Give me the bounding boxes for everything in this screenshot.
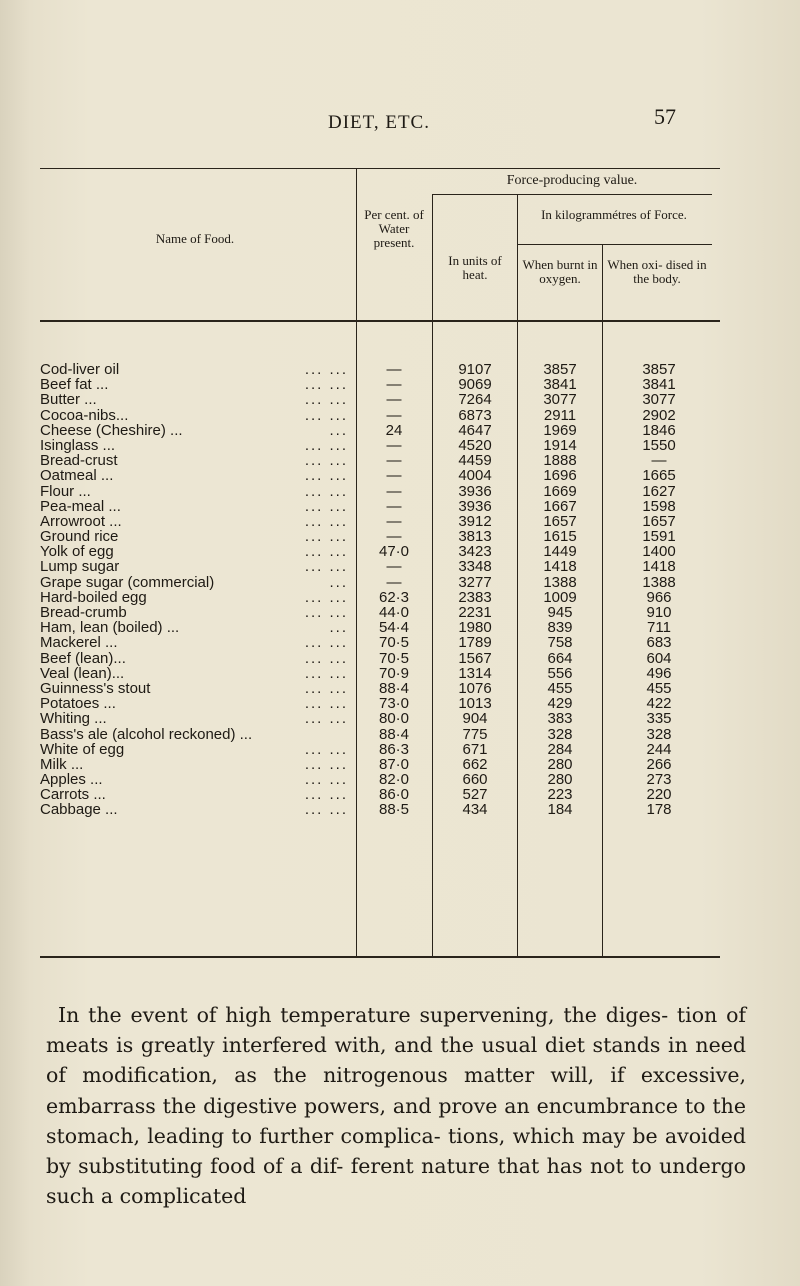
oxygen-cell: 3857 [543, 361, 577, 378]
leader-dots: ... ... [304, 361, 348, 378]
table-row [40, 499, 350, 514]
leader-dots: ... ... [304, 482, 348, 500]
food-name: Carrots ... [40, 786, 106, 804]
table-row [40, 696, 350, 711]
water-cell: — [386, 391, 402, 409]
table-row [40, 423, 350, 438]
table-row [40, 514, 350, 529]
body-cell: 1598 [642, 497, 676, 515]
water-column [358, 362, 430, 818]
leader-dots: ... ... [304, 786, 348, 804]
food-name: Bass's ale (alcohol reckoned) ... [40, 725, 253, 743]
food-name: Cod-liver oil [40, 361, 120, 378]
body-cell: — [651, 452, 667, 470]
water-cell: 88·4 [378, 679, 410, 697]
body-cell: 1550 [642, 436, 676, 454]
heat-cell: 1789 [458, 634, 492, 652]
header-name-of-food: Name of Food. [155, 231, 235, 246]
table-row [40, 392, 350, 407]
water-cell: — [386, 528, 402, 546]
food-name: Hard-boiled egg [40, 588, 147, 606]
water-cell: 70·5 [378, 634, 410, 652]
force-group-rule [432, 194, 712, 195]
body-cell: 683 [646, 634, 672, 652]
oxygen-cell: 1888 [543, 452, 577, 470]
water-cell: — [386, 558, 402, 576]
water-cell: 82·0 [378, 771, 410, 789]
leader-dots: ... ... [304, 436, 348, 454]
table-row [40, 742, 350, 757]
food-name: Milk ... [40, 755, 84, 773]
leader-dots: ... ... [304, 452, 348, 470]
heat-cell: 7264 [458, 391, 492, 409]
heat-cell: 9069 [458, 376, 492, 394]
oxygen-cell: 1615 [543, 528, 577, 546]
leader-dots: ... ... [304, 558, 348, 576]
water-cell: — [386, 573, 402, 591]
leader-dots: ... [329, 619, 348, 637]
food-name: Ham, lean (boiled) ... [40, 619, 180, 637]
oxygen-cell: 1696 [543, 467, 577, 485]
table-row [40, 468, 350, 483]
table-row [40, 529, 350, 544]
leader-dots: ... ... [304, 649, 348, 667]
leader-dots: ... ... [304, 512, 348, 530]
leader-dots: ... ... [304, 710, 348, 728]
water-cell: 62·3 [378, 588, 410, 606]
table-row [40, 666, 350, 681]
heat-cell: 4459 [458, 452, 492, 470]
oxygen-cell: 1418 [543, 558, 577, 576]
heat-cell: 4520 [458, 436, 492, 454]
body-cell: 266 [646, 755, 672, 773]
table-row [40, 681, 350, 696]
heat-cell: 3277 [458, 573, 492, 591]
oxygen-cell: 1449 [543, 543, 577, 561]
food-name: Pea-meal ... [40, 497, 121, 515]
body-cell: 1846 [642, 421, 676, 439]
leader-dots: ... ... [304, 755, 348, 773]
leader-dots: ... ... [304, 634, 348, 652]
header-bottom-rule [40, 320, 720, 322]
heat-cell: 3423 [458, 543, 492, 561]
food-name: Isinglass ... [40, 436, 116, 454]
leader-dots: ... ... [304, 376, 348, 394]
water-cell: 88·5 [378, 801, 410, 819]
column-divider-3 [517, 194, 518, 956]
food-name: Yolk of egg [40, 543, 114, 561]
body-cell: 496 [646, 664, 672, 682]
body-cell: 711 [647, 619, 671, 637]
header-units-of-heat: In units of heat. [448, 253, 502, 282]
body-cell: 3841 [642, 376, 676, 394]
body-cell: 273 [646, 771, 672, 789]
food-name: Veal (lean)... [40, 664, 125, 682]
body-cell: 220 [646, 786, 672, 804]
heat-cell: 662 [462, 755, 488, 773]
heat-cell: 3813 [458, 528, 492, 546]
leader-dots: ... ... [304, 391, 348, 409]
oxygen-cell: 1667 [543, 497, 577, 515]
water-cell: 86·3 [378, 740, 410, 758]
oxygen-cell: 1009 [543, 588, 577, 606]
oxygen-cell: 284 [547, 740, 573, 758]
water-cell: — [386, 467, 402, 485]
body-cell: 1418 [642, 558, 676, 576]
water-cell: — [386, 452, 402, 470]
heat-cell: 3936 [458, 482, 492, 500]
food-name: Apples ... [40, 771, 103, 789]
heat-cell: 904 [462, 710, 488, 728]
heat-cell: 2231 [458, 604, 492, 621]
table-row [40, 787, 350, 802]
heat-cell: 1567 [458, 649, 492, 667]
body-paragraph: In the event of high temperature supervening, the diges- tion of meats is greatly interfered with, and the usual diet stands in need of modification, as the nitrogenous matter will, if excessive, embarrass the digestive powers, and prove an encumbrance to the stomach, leading to further complica- tions, which may be avoided by substituting food of a dif- ferent nature that has not to undergo such a complicated [46, 1003, 746, 1209]
page-number: 57 [654, 104, 676, 129]
leader-dots: ... [329, 421, 348, 439]
oxygen-cell: 556 [547, 664, 573, 682]
oxygen-cell: 3841 [543, 376, 577, 394]
oxygen-cell: 223 [547, 786, 573, 804]
kilo-group-rule [517, 244, 712, 245]
body-cell: 1665 [642, 467, 676, 485]
leader-dots: ... ... [304, 497, 348, 515]
oxygen-cell: 664 [547, 649, 573, 667]
heat-cell: 1980 [458, 619, 492, 637]
heat-cell: 3348 [458, 558, 492, 576]
water-cell: 24 [385, 421, 403, 439]
column-divider-2 [432, 194, 433, 956]
running-head [0, 104, 800, 140]
water-cell: 70·9 [378, 664, 410, 682]
table-row [40, 727, 350, 742]
food-name: Whiting ... [40, 710, 107, 728]
leader-dots: ... [329, 573, 348, 591]
heat-cell: 527 [462, 786, 488, 804]
water-cell: 80·0 [378, 710, 410, 728]
table-row [40, 544, 350, 559]
table-row [40, 651, 350, 666]
leader-dots: ... ... [304, 467, 348, 485]
food-name: Ground rice [40, 528, 119, 546]
food-name: Potatoes ... [40, 695, 116, 713]
heat-cell: 434 [462, 801, 488, 819]
water-cell: 87·0 [378, 755, 410, 773]
leader-dots: ... ... [304, 679, 348, 697]
food-name: Bread-crust [40, 452, 118, 470]
food-name: Cocoa-nibs... [40, 406, 129, 424]
leader-dots: ... ... [304, 604, 348, 621]
body-cell: 328 [646, 725, 672, 743]
oxygen-cell: 280 [547, 755, 573, 773]
food-name: Beef (lean)... [40, 649, 126, 667]
food-name: Cheese (Cheshire) ... [40, 421, 183, 439]
food-name: Butter ... [40, 391, 97, 409]
leader-dots: ... ... [304, 528, 348, 546]
water-cell: 70·5 [378, 649, 410, 667]
heat-cell: 1076 [458, 679, 492, 697]
header-burnt-in-oxygen: When burnt in oxygen. [522, 257, 598, 286]
body-cell: 1657 [642, 512, 676, 530]
table-row [40, 559, 350, 574]
table-row [40, 772, 350, 787]
leader-dots: ... ... [304, 406, 348, 424]
water-cell: — [386, 482, 402, 500]
water-cell: — [386, 436, 402, 454]
food-name: Bread-crumb [40, 604, 127, 621]
body-cell: 1627 [642, 482, 676, 500]
leader-dots: ... ... [304, 543, 348, 561]
oxygen-cell: 280 [547, 771, 573, 789]
body-cell: 604 [646, 649, 672, 667]
table-row [40, 711, 350, 726]
oxygen-cell: 1388 [543, 573, 577, 591]
food-name: Cabbage ... [40, 801, 118, 819]
oxygen-cell: 758 [547, 634, 573, 652]
food-name: Mackerel ... [40, 634, 118, 652]
food-name: Lump sugar [40, 558, 120, 576]
table-row [40, 575, 350, 590]
leader-dots: ... ... [304, 695, 348, 713]
body-cell: 3077 [642, 391, 676, 409]
body-cell: 1400 [642, 543, 676, 561]
oxygen-cell: 429 [547, 695, 573, 713]
oxygen-cell: 1969 [543, 421, 577, 439]
oxygen-cell: 1914 [543, 436, 577, 454]
body-cell: 335 [646, 710, 672, 728]
table-top-rule [40, 168, 720, 169]
food-name: Arrowroot ... [40, 512, 122, 530]
heat-cell: 3912 [458, 512, 492, 530]
body-cell: 966 [646, 588, 672, 606]
heat-cell: 1013 [458, 695, 492, 713]
body-cell: 455 [646, 679, 672, 697]
food-names-column [40, 362, 350, 818]
heat-cell: 1314 [458, 664, 492, 682]
body-cell: 910 [646, 604, 672, 621]
table-row [40, 605, 350, 620]
body-cell: 3857 [642, 361, 676, 378]
oxygen-cell: 945 [547, 604, 573, 621]
oxygen-cell: 184 [547, 801, 573, 819]
food-name: Grape sugar (commercial) [40, 573, 215, 591]
water-cell: — [386, 361, 402, 378]
water-cell: 54·4 [378, 619, 410, 637]
body-cell: 422 [646, 695, 672, 713]
table-row [40, 453, 350, 468]
table-bottom-rule [40, 956, 720, 958]
heat-cell: 2383 [458, 588, 492, 606]
table-row [40, 484, 350, 499]
table-row [40, 620, 350, 635]
heat-cell: 775 [462, 725, 488, 743]
oxygen-cell: 328 [547, 725, 573, 743]
water-cell: 86·0 [378, 786, 410, 804]
table-row [40, 635, 350, 650]
water-cell: 47·0 [378, 543, 410, 561]
body-cell: 244 [646, 740, 672, 758]
table-row [40, 590, 350, 605]
column-divider-1 [356, 168, 357, 956]
oxygen-cell: 839 [547, 619, 573, 637]
body-column [606, 362, 712, 818]
body-cell: 2902 [642, 406, 676, 424]
water-cell: 44·0 [378, 604, 410, 621]
table-row [40, 362, 350, 377]
column-divider-4 [602, 244, 603, 956]
heat-cell: 671 [462, 740, 488, 758]
body-cell: 1388 [642, 573, 676, 591]
leader-dots: ... ... [304, 664, 348, 682]
table-row [40, 802, 350, 817]
oxygen-cell: 2911 [543, 406, 577, 424]
oxygen-cell: 1657 [543, 512, 577, 530]
oxygen-cell: 383 [547, 710, 573, 728]
water-cell: 88·4 [378, 725, 410, 743]
running-title: DIET, ETC. [328, 112, 430, 133]
table-row [40, 408, 350, 423]
table-row [40, 377, 350, 392]
heat-cell: 660 [462, 771, 488, 789]
water-cell: — [386, 406, 402, 424]
water-cell: — [386, 512, 402, 530]
heat-cell: 4004 [458, 467, 492, 485]
leader-dots: ... ... [304, 801, 348, 819]
oxygen-cell: 455 [547, 679, 573, 697]
header-force-producing: Force-producing value. [506, 173, 638, 188]
header-water: Per cent. of Water present. [364, 207, 424, 250]
body-paragraph-container [46, 1000, 746, 1211]
leader-dots: ... ... [304, 588, 348, 606]
header-kilogrammetres: In kilogrammétres of Force. [541, 207, 687, 222]
heat-cell: 3936 [458, 497, 492, 515]
heat-cell: 9107 [458, 361, 492, 378]
food-name: Guinness's stout [40, 679, 151, 697]
header-oxidised-in-body: When oxi- dised in the body. [607, 257, 707, 286]
water-cell: — [386, 376, 402, 394]
heat-cell: 6873 [458, 406, 492, 424]
food-name: White of egg [40, 740, 125, 758]
table-row [40, 757, 350, 772]
oxygen-cell: 3077 [543, 391, 577, 409]
body-cell: 178 [646, 801, 672, 819]
table-row [40, 438, 350, 453]
oxygen-column [519, 362, 601, 818]
water-cell: 73·0 [378, 695, 410, 713]
heat-column [434, 362, 516, 818]
oxygen-cell: 1669 [543, 482, 577, 500]
leader-dots: ... ... [304, 740, 348, 758]
food-name: Flour ... [40, 482, 91, 500]
food-name: Oatmeal ... [40, 467, 114, 485]
heat-cell: 4647 [458, 421, 492, 439]
food-name: Beef fat ... [40, 376, 109, 394]
leader-dots: ... ... [304, 771, 348, 789]
water-cell: — [386, 497, 402, 515]
body-cell: 1591 [642, 528, 676, 546]
